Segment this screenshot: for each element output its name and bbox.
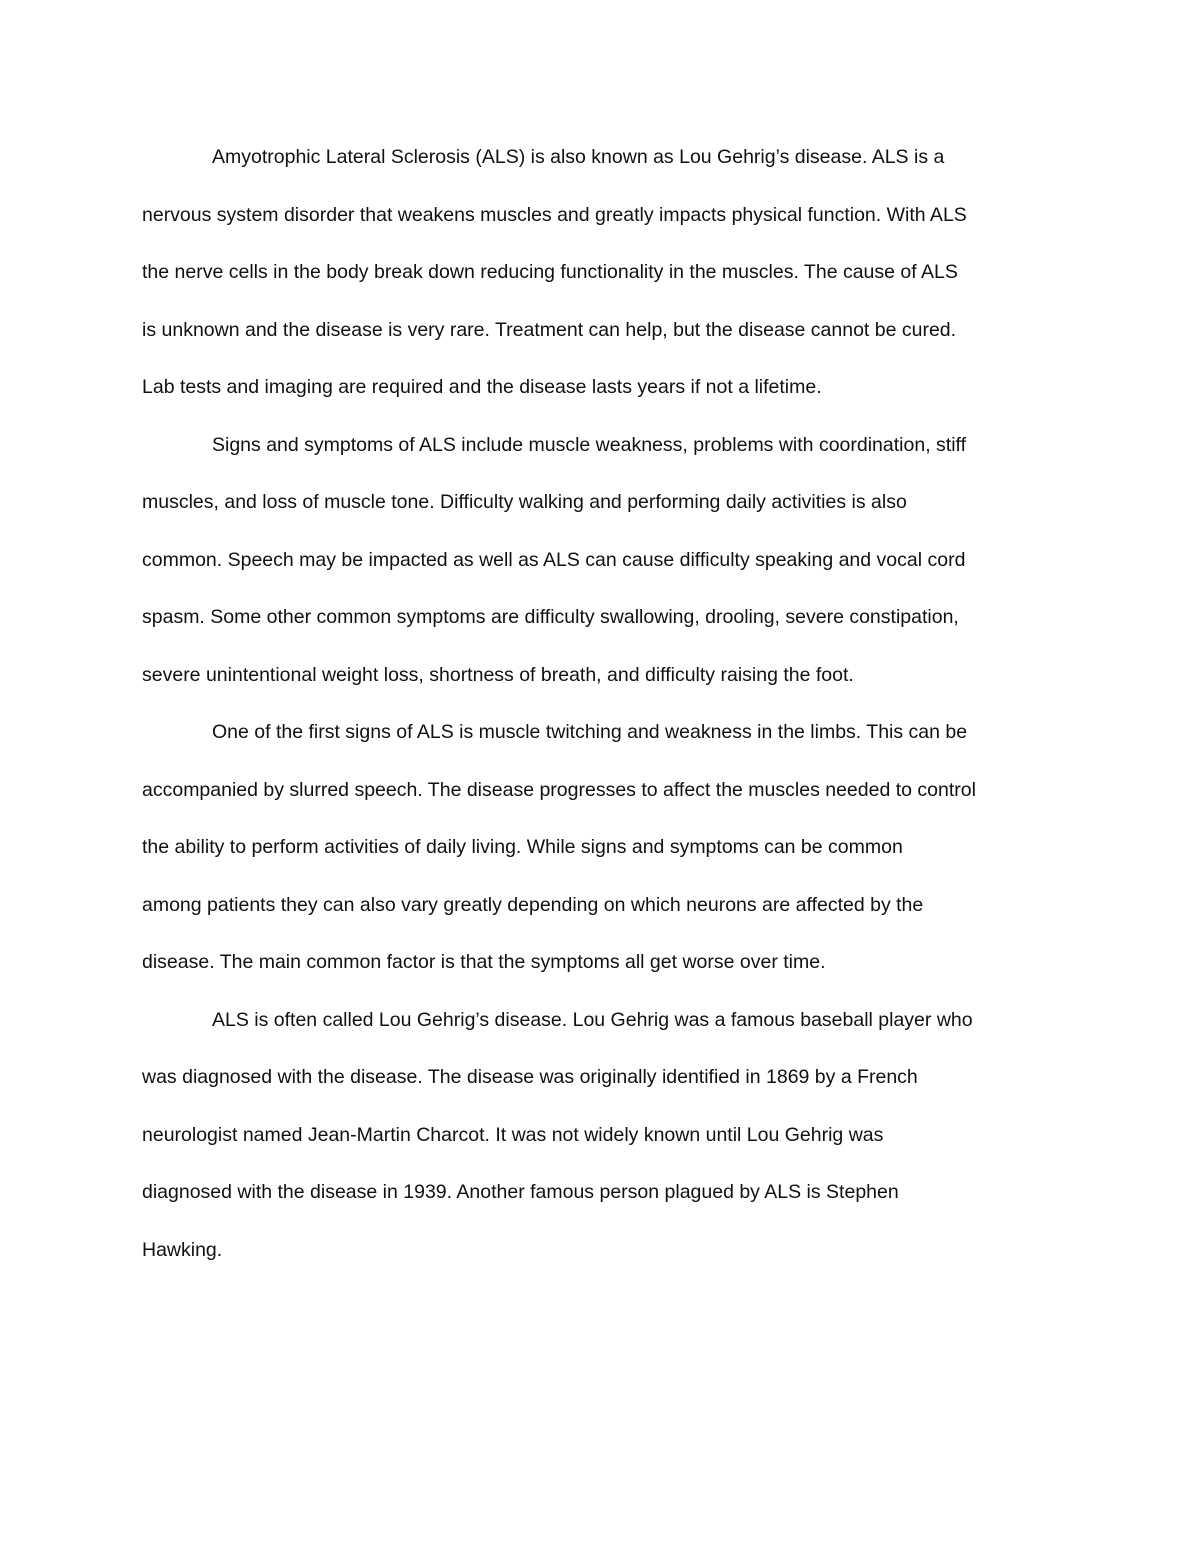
paragraph-line: severe unintentional weight loss, shortness of breath, and difficulty raising the foot. xyxy=(142,663,854,686)
paragraph-line: Hawking. xyxy=(142,1238,223,1261)
paragraph-line: nervous system disorder that weakens muscles and greatly impacts physical function. With ALS xyxy=(142,203,967,226)
paragraph-line: disease. The main common factor is that the symptoms all get worse over time. xyxy=(142,951,826,973)
paragraph-line: ALS is often called Lou Gehrig’s disease. Lou Gehrig was a famous baseball player who xyxy=(212,1008,973,1031)
paragraph-2 xyxy=(142,417,1062,705)
paragraph-line: the ability to perform activities of daily living. While signs and symptoms can be common xyxy=(142,836,903,858)
paragraph-line: Lab tests and imaging are required and the disease lasts years if not a lifetime. xyxy=(142,376,822,398)
paragraph-line: diagnosed with the disease in 1939. Another famous person plagued by ALS is Stephen xyxy=(142,1181,899,1203)
paragraph-1 xyxy=(142,129,1062,417)
paragraph-3 xyxy=(142,704,1062,992)
paragraph-line: muscles, and loss of muscle tone. Difficulty walking and performing daily activities is also xyxy=(142,491,907,513)
paragraph-line: was diagnosed with the disease. The disease was originally identified in 1869 by a French xyxy=(142,1066,918,1088)
paragraph-line: spasm. Some other common symptoms are difficulty swallowing, drooling, severe constipation, xyxy=(142,606,959,628)
paragraph-line: One of the first signs of ALS is muscle twitching and weakness in the limbs. This can be xyxy=(212,721,968,743)
document-body xyxy=(142,129,1062,1279)
paragraph-4 xyxy=(142,992,1062,1280)
paragraph-line: common. Speech may be impacted as well as ALS can cause difficulty speaking and vocal cord xyxy=(142,548,966,571)
paragraph-line: the nerve cells in the body break down reducing functionality in the muscles. The cause of ALS xyxy=(142,261,958,283)
paragraph-line: Signs and symptoms of ALS include muscle weakness, problems with coordination, stiff xyxy=(212,433,967,456)
paragraph-line: Amyotrophic Lateral Sclerosis (ALS) is also known as Lou Gehrig’s disease. ALS is a xyxy=(212,146,945,168)
paragraph-line: is unknown and the disease is very rare. Treatment can help, but the disease cannot be cured. xyxy=(142,318,957,341)
paragraph-line: accompanied by slurred speech. The disease progresses to affect the muscles needed to control xyxy=(142,778,976,801)
paragraph-line: neurologist named Jean-Martin Charcot. It was not widely known until Lou Gehrig was xyxy=(142,1123,884,1146)
paragraph-line: among patients they can also vary greatly depending on which neurons are affected by the xyxy=(142,893,924,916)
